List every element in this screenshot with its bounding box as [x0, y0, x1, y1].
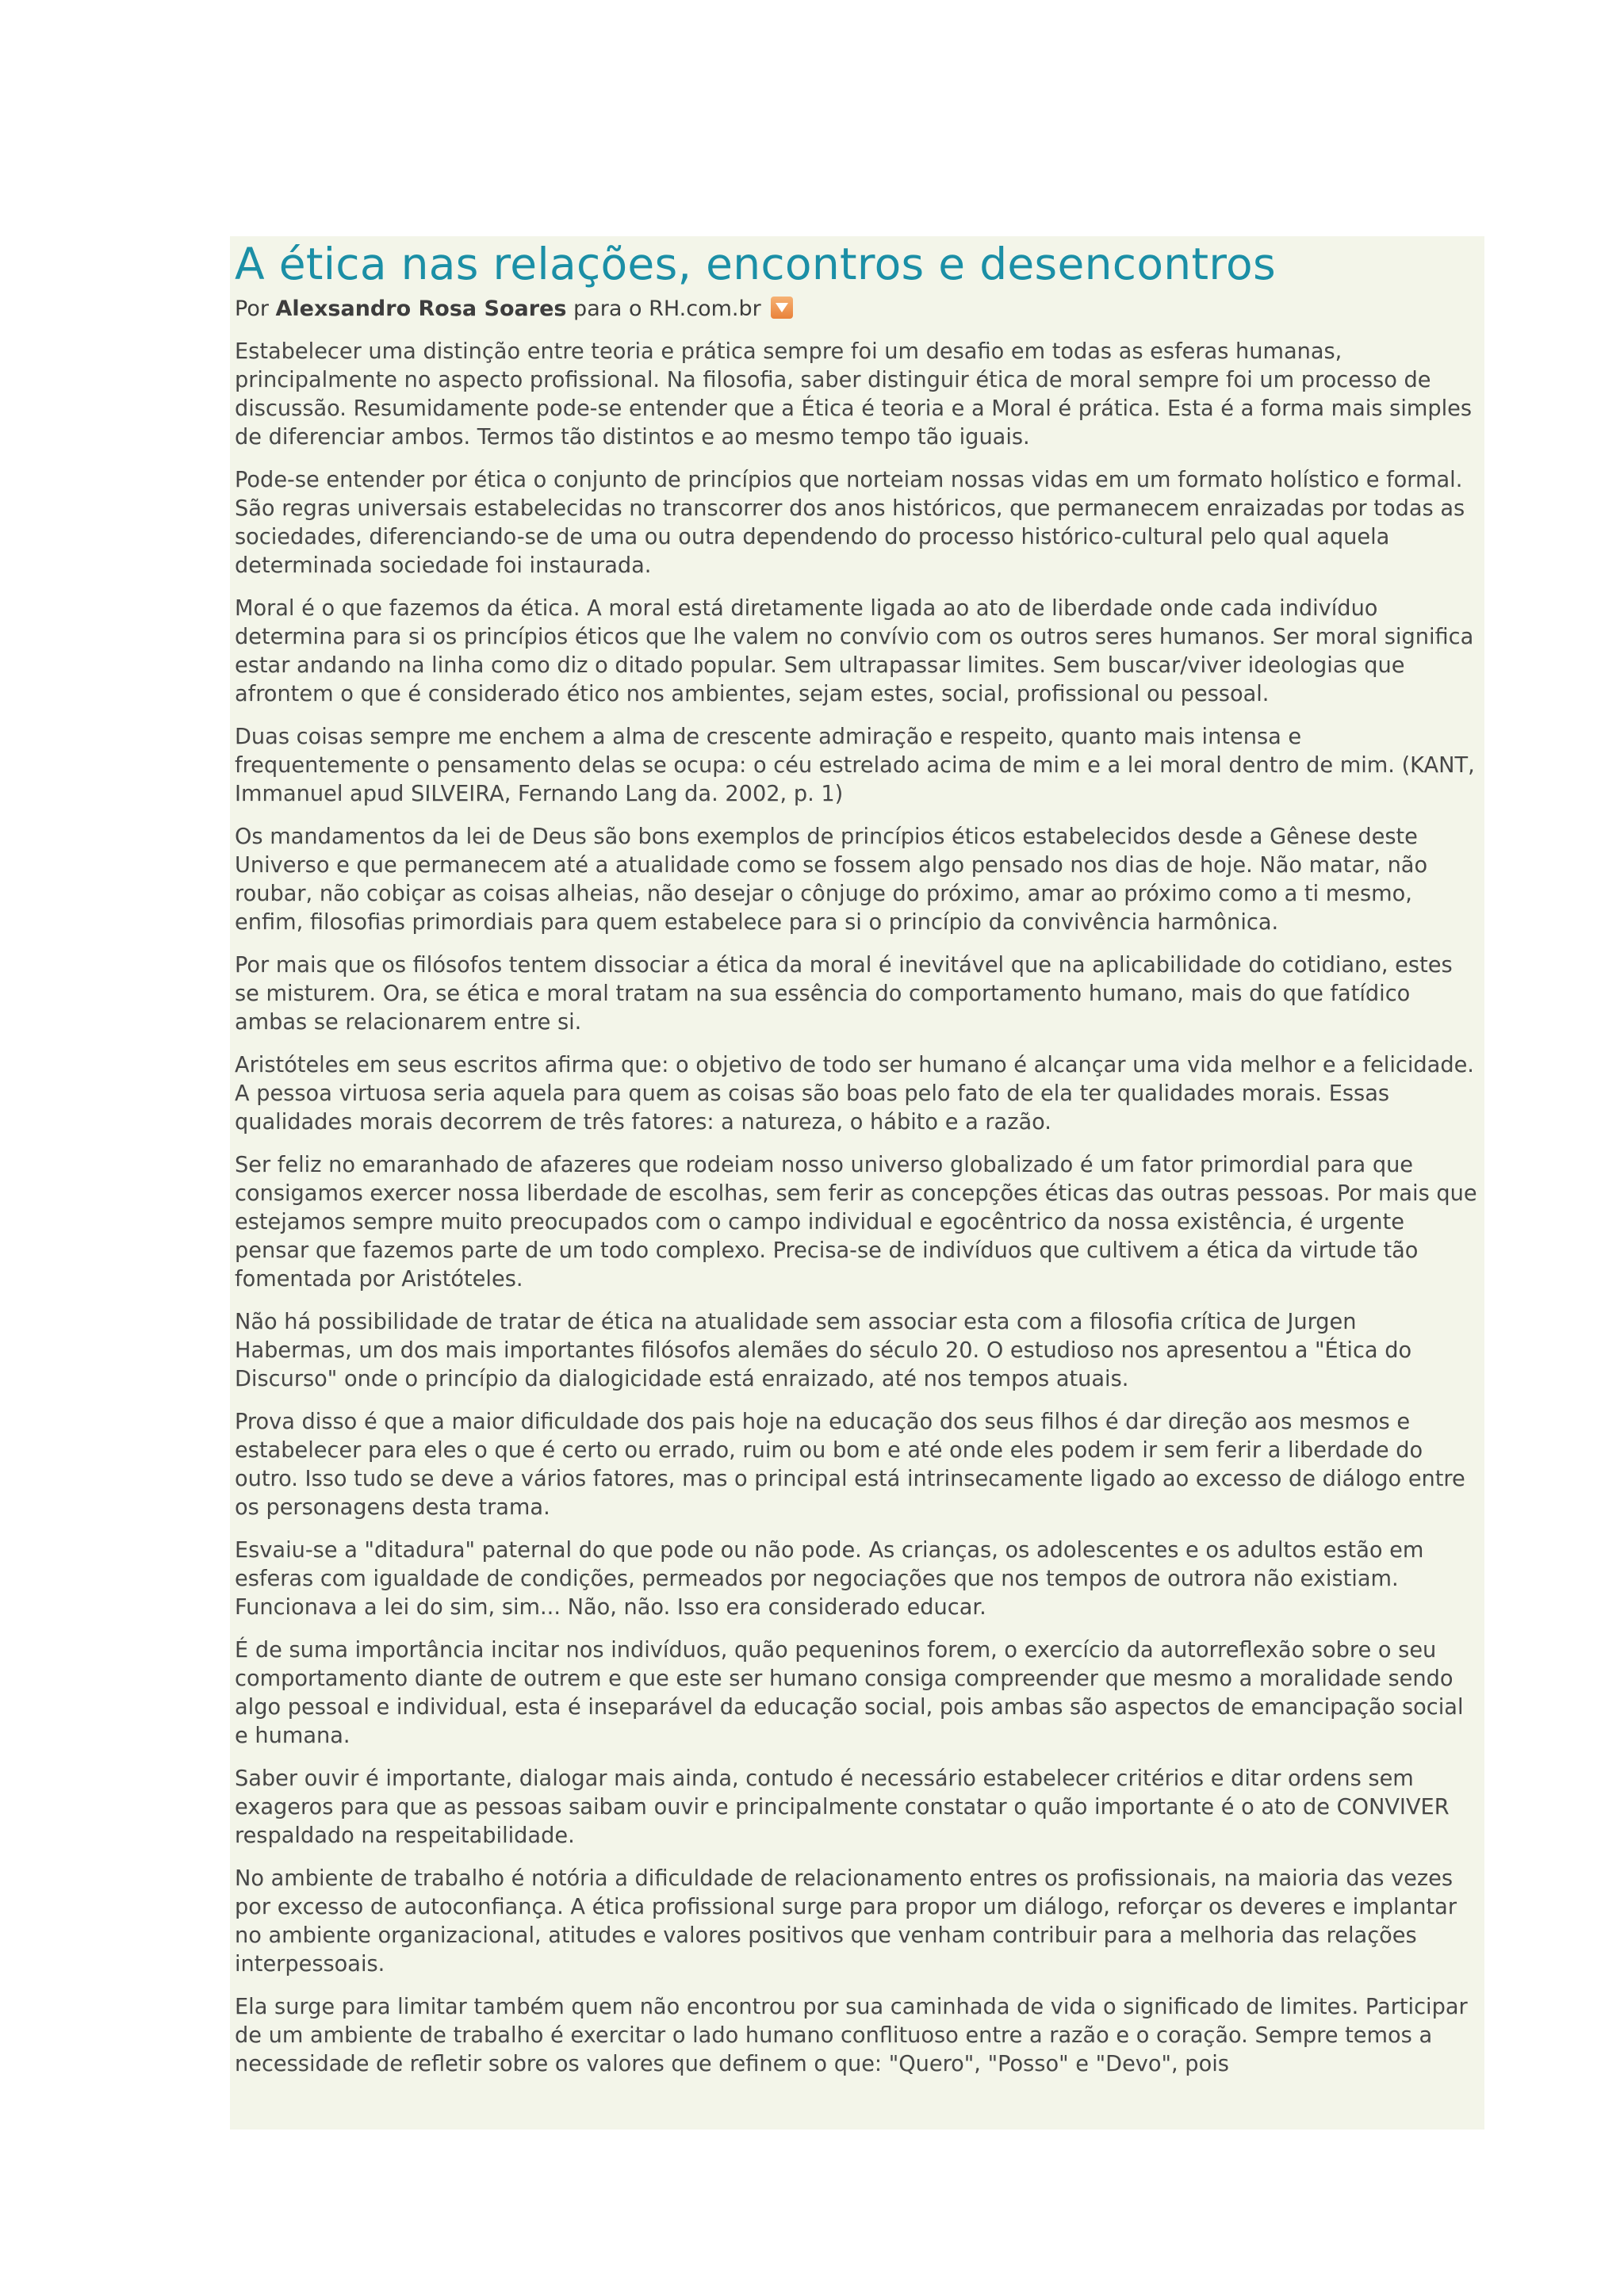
article-panel — [230, 236, 1484, 2130]
article-paragraph: Moral é o que fazemos da ética. A moral está diretamente ligada ao ato de liberdade onde cada indivíduo determina para si os princípios éticos que lhe valem no convívio com os outros seres humanos. Ser moral significa estar andando na linha como diz o ditado popular. Sem ultrapassar limites. Sem buscar/viver ideologias que afrontem o que é considerado ético nos ambientes, sejam estes, social, profissional ou pessoal. — [235, 596, 1474, 706]
article-paragraph: Saber ouvir é importante, dialogar mais ainda, contudo é necessário estabelecer critérios e ditar ordens sem exageros para que as pessoas saibam ouvir e principalmente constatar o quão importante é o ato de CONVIVER respaldado na respeitabilidade. — [235, 1766, 1450, 1848]
article-paragraph: Estabelecer uma distinção entre teoria e prática sempre foi um desafio em todas as esferas humanas, principalmente no aspecto profissional. Na filosofia, saber distinguir ética de moral sempre foi um processo de discussão. Resumidamente pode-se entender que a Ética é teoria e a Moral é prática. Esta é a forma mais simples de diferenciar ambos. Termos tão distintos e ao mesmo tempo tão iguais. — [235, 339, 1473, 450]
article-paragraph: Ela surge para limitar também quem não encontrou por sua caminhada de vida o significado de limites. Participar de um ambiente de trabalho é exercitar o lado humano conflituoso entre a razão e o coração. Sempre temos a necessidade de refletir sobre os valores que definem o que: "Quero", "Posso" e "Devo", pois — [235, 1995, 1468, 2076]
byline-author[interactable]: Alexsandro Rosa Soares — [275, 297, 567, 321]
article-paragraph: Aristóteles em seus escritos afirma que: o objetivo de todo ser humano é alcançar uma vida melhor e a felicidade. A pessoa virtuosa seria aquela para quem as coisas são boas pelo fato de ela ter qualidades morais. Essas qualidades morais decorrem de três fatores: a natureza, o hábito e a razão. — [235, 1053, 1474, 1135]
article-paragraph: No ambiente de trabalho é notória a dificuldade de relacionamento entres os profissionais, na maioria das vezes por excesso de autoconfiança. A ética profissional surge para propor um diálogo, reforçar os deveres e implantar no ambiente organizacional, atitudes e valores positivos que venham contribuir para a melhoria das relações interpessoais. — [235, 1866, 1457, 1976]
article-paragraph: Pode-se entender por ética o conjunto de princípios que norteiam nossas vidas em um formato holístico e formal. São regras universais estabelecidas no transcorrer dos anos históricos, que permanecem enraizadas por todas as sociedades, diferenciando-se de uma ou outra dependendo do processo histórico-cultural pelo qual aquela determinada sociedade foi instaurada. — [235, 468, 1465, 578]
article-paragraph: Prova disso é que a maior dificuldade dos pais hoje na educação dos seus filhos é dar direção aos mesmos e estabelecer para eles o que é certo ou errado, ruim ou bom e até onde eles podem ir sem ferir a liberdade do outro. Isso tudo se deve a vários fatores, mas o principal está intrinsecamente ligado ao excesso de diálogo entre os personagens desta trama. — [235, 1410, 1465, 1520]
article-paragraph: Esvaiu-se a "ditadura" paternal do que pode ou não pode. As crianças, os adolescentes e os adultos estão em esferas com igualdade de condições, permeados por negociações que nos tempos de outrora não existiam. Funcionava a lei do sim, sim... Não, não. Isso era considerado educar. — [235, 1538, 1424, 1620]
byline — [235, 295, 1480, 323]
article-title: A ética nas relações, encontros e desencontros — [235, 239, 1276, 289]
article-paragraph: Não há possibilidade de tratar de ética na atualidade sem associar esta com a filosofia crítica de Jurgen Habermas, um dos mais importantes filósofos alemães do século 20. O estudioso nos apresentou a "Ética do Discurso" onde o princípio da dialogicidade está enraizado, até nos tempos atuais. — [235, 1310, 1412, 1391]
article-body — [235, 338, 1480, 2079]
byline-suffix: para o RH.com.br — [566, 297, 761, 321]
article-paragraph: Duas coisas sempre me enchem a alma de crescente admiração e respeito, quanto mais intensa e frequentemente o pensamento delas se ocupa: o céu estrelado acima de mim e a lei moral dentro de mim. (KANT, Immanuel apud SILVEIRA, Fernando Lang da. 2002, p. 1) — [235, 725, 1475, 806]
article-paragraph: É de suma importância incitar nos indivíduos, quão pequeninos forem, o exercício da autorreflexão sobre o seu comportamento diante de outrem e que este ser humano consiga compreender que mesmo a moralidade sendo algo pessoal e individual, esta é inseparável da educação social, pois ambas são aspectos de emancipação social e humana. — [235, 1638, 1464, 1748]
article-paragraph: Ser feliz no emaranhado de afazeres que rodeiam nosso universo globalizado é um fator primordial para que consigamos exercer nossa liberdade de escolhas, sem ferir as concepções éticas das outras pessoas. Por mais que estejamos sempre muito preocupados com o campo individual e egocêntrico da nossa existência, é urgente pensar que fazemos parte de um todo complexo. Precisa-se de indivíduos que cultivem a ética da virtude tão fomentada por Aristóteles. — [235, 1153, 1477, 1292]
article-paragraph: Os mandamentos da lei de Deus são bons exemplos de princípios éticos estabelecidos desde a Gênese deste Universo e que permanecem até a atualidade como se fossem algo pensado nos dias de hoje. Não matar, não roubar, não cobiçar as coisas alheias, não desejar o cônjuge do próximo, amar ao próximo como a ti mesmo, enfim, filosofias primordiais para quem estabelece para si o princípio da convivência harmônica. — [235, 825, 1428, 935]
article-paragraph: Por mais que os filósofos tentem dissociar a ética da moral é inevitável que na aplicabilidade do cotidiano, estes se misturem. Ora, se ética e moral tratam na sua essência do comportamento humano, mais do que fatídico ambas se relacionarem entre si. — [235, 953, 1453, 1035]
expand-down-icon[interactable] — [771, 297, 793, 319]
expand-down-icon-glyph — [774, 301, 790, 314]
byline-prefix: Por — [235, 297, 276, 321]
